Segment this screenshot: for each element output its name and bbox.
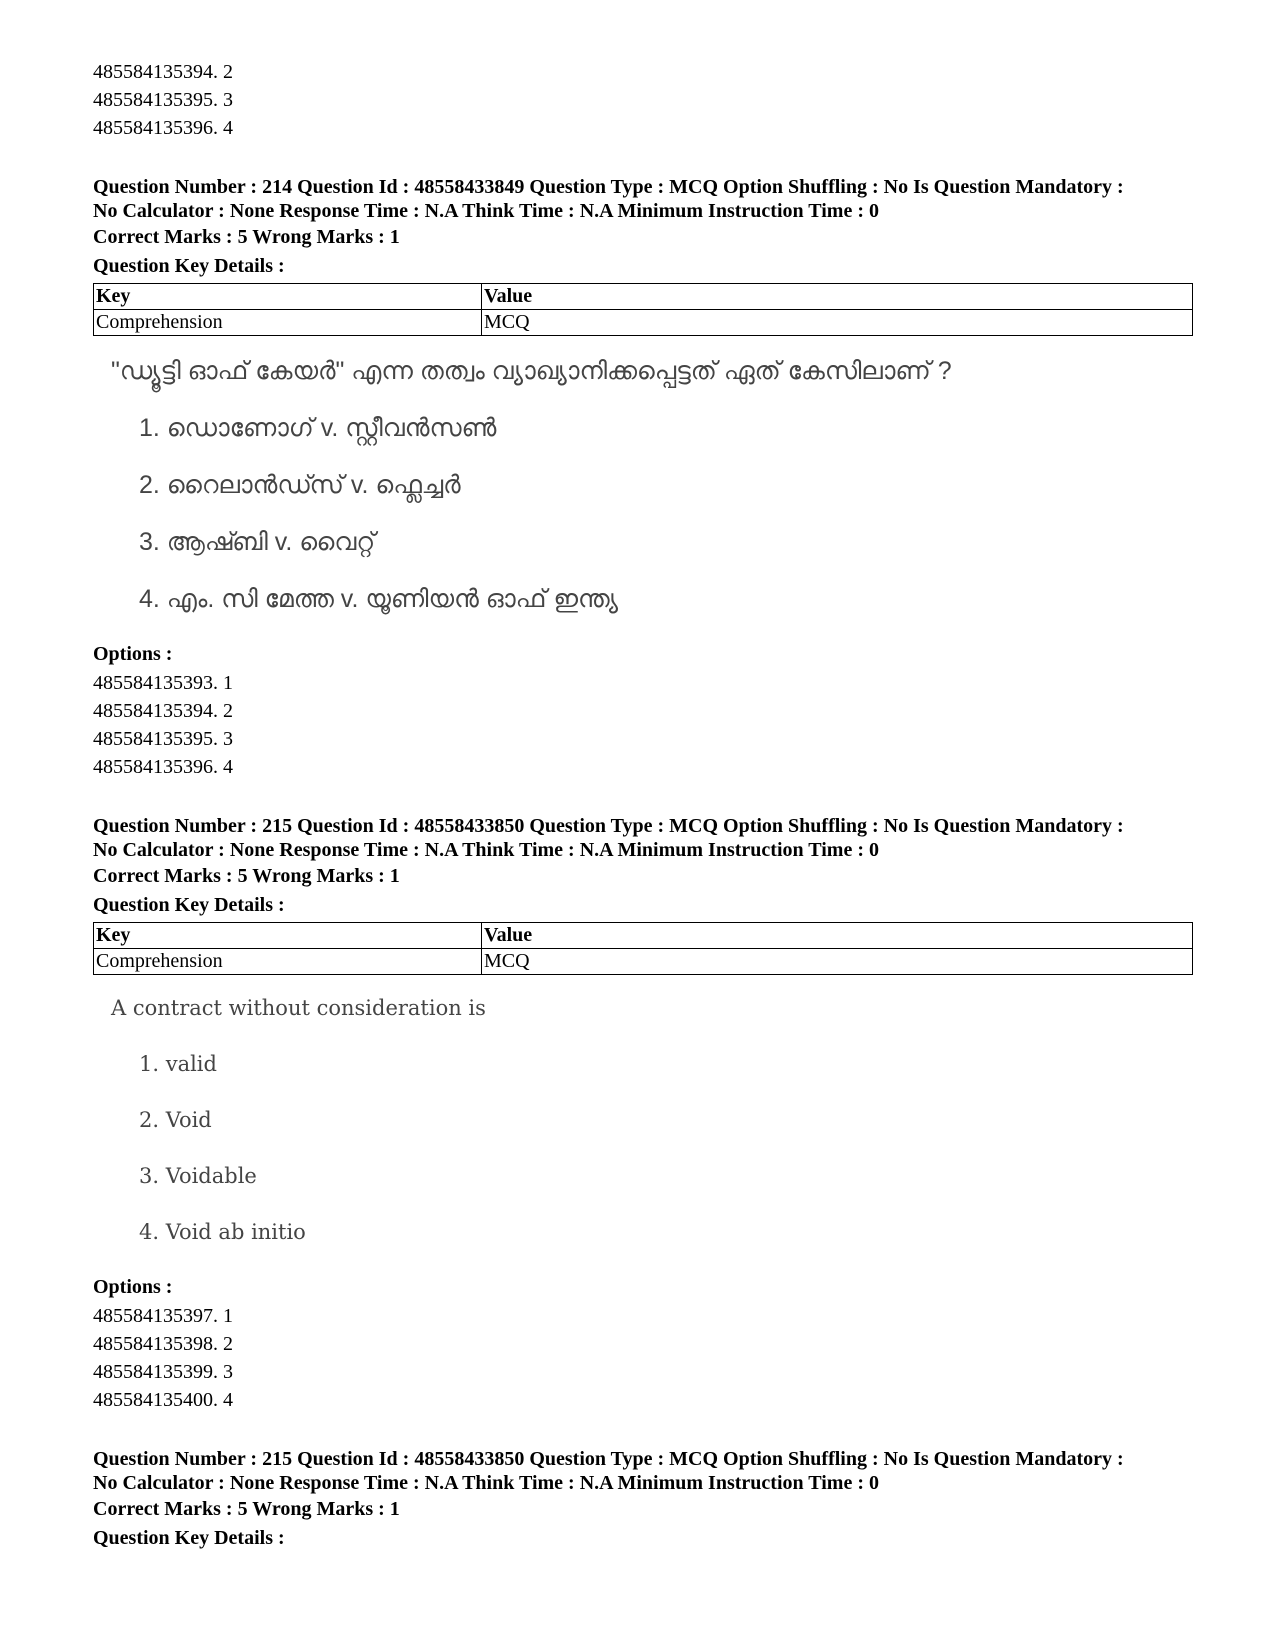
question-meta-line-2: No Calculator : None Response Time : N.A Think Time : N.A Minimum Instruction Time : 0: [93, 839, 879, 861]
table-row: [94, 949, 1193, 975]
key-details-table: [93, 922, 1193, 975]
option-id-line: 485584135397. 1: [93, 1305, 233, 1327]
document-page: [93, 58, 1193, 1553]
table-header-key: Key: [94, 923, 482, 949]
question-meta-line-1: Question Number : 215 Question Id : 48558433850 Question Type : MCQ Option Shuffling : No Is Question Mandatory :: [93, 815, 1124, 837]
table-header-value: Value: [482, 284, 1193, 310]
table-header-value: Value: [482, 923, 1193, 949]
option-id-line: 485584135394. 2: [93, 700, 233, 722]
question-choice: 1. valid: [139, 1052, 217, 1076]
table-header-row: [94, 923, 1193, 949]
question-meta-line-2: No Calculator : None Response Time : N.A Think Time : N.A Minimum Instruction Time : 0: [93, 200, 879, 222]
table-cell-key: Comprehension: [94, 310, 482, 336]
table-header-row: [94, 284, 1193, 310]
question-block-214: [93, 175, 1193, 781]
question-choice: 2. റൈലാൻഡ്സ് v. ഫ്ലെച്ചർ: [139, 471, 461, 499]
option-id-line: 485584135396. 4: [93, 117, 233, 139]
option-id-line: 485584135395. 3: [93, 89, 233, 111]
question-stem: A contract without consideration is: [111, 996, 486, 1020]
key-details-label: Question Key Details :: [93, 894, 285, 916]
question-choice: 4. എം. സി മേത്ത v. യൂണിയൻ ഓഫ് ഇന്ത്യ: [139, 585, 619, 613]
question-choice: 3. Voidable: [139, 1164, 257, 1188]
key-details-label: Question Key Details :: [93, 255, 285, 277]
table-cell-value: MCQ: [482, 949, 1193, 975]
question-meta-line-1: Question Number : 215 Question Id : 48558433850 Question Type : MCQ Option Shuffling : No Is Question Mandatory :: [93, 1448, 1124, 1470]
marks-line: Correct Marks : 5 Wrong Marks : 1: [93, 226, 400, 248]
option-id-line: 485584135394. 2: [93, 61, 233, 83]
options-label: Options :: [93, 1276, 173, 1298]
option-id-line: 485584135396. 4: [93, 756, 233, 778]
question-image: [93, 356, 1193, 614]
table-cell-key: Comprehension: [94, 949, 482, 975]
question-meta-line-2: No Calculator : None Response Time : N.A Think Time : N.A Minimum Instruction Time : 0: [93, 1472, 879, 1494]
question-block-215-continued: [93, 1447, 1193, 1553]
table-cell-value: MCQ: [482, 310, 1193, 336]
key-details-table: [93, 283, 1193, 336]
previous-options-list: [93, 58, 1193, 142]
options-list: [93, 1302, 1193, 1414]
options-label: Options :: [93, 643, 173, 665]
question-block-215: [93, 814, 1193, 1414]
question-choice: 3. ആഷ്ബി v. വൈറ്റ്: [139, 528, 376, 556]
option-id-line: 485584135399. 3: [93, 1361, 233, 1383]
option-id-line: 485584135395. 3: [93, 728, 233, 750]
question-image: [93, 993, 1193, 1247]
table-row: [94, 310, 1193, 336]
marks-line: Correct Marks : 5 Wrong Marks : 1: [93, 1498, 400, 1520]
question-stem: "ഡ്യൂട്ടി ഓഫ് കേയർ" എന്ന തത്വം വ്യാഖ്യാനിക്കപ്പെട്ടത് ഏത് കേസിലാണ് ?: [111, 357, 952, 385]
question-choice: 4. Void ab initio: [139, 1220, 306, 1244]
question-choice: 2. Void: [139, 1108, 212, 1132]
marks-line: Correct Marks : 5 Wrong Marks : 1: [93, 865, 400, 887]
option-id-line: 485584135393. 1: [93, 672, 233, 694]
option-id-line: 485584135398. 2: [93, 1333, 233, 1355]
option-id-line: 485584135400. 4: [93, 1389, 233, 1411]
key-details-label: Question Key Details :: [93, 1527, 285, 1549]
question-meta-line-1: Question Number : 214 Question Id : 48558433849 Question Type : MCQ Option Shuffling : No Is Question Mandatory :: [93, 176, 1124, 198]
question-choice: 1. ഡൊണോഗ് v. സ്റ്റീവൻസൺ: [139, 414, 497, 442]
options-list: [93, 669, 1193, 781]
table-header-key: Key: [94, 284, 482, 310]
